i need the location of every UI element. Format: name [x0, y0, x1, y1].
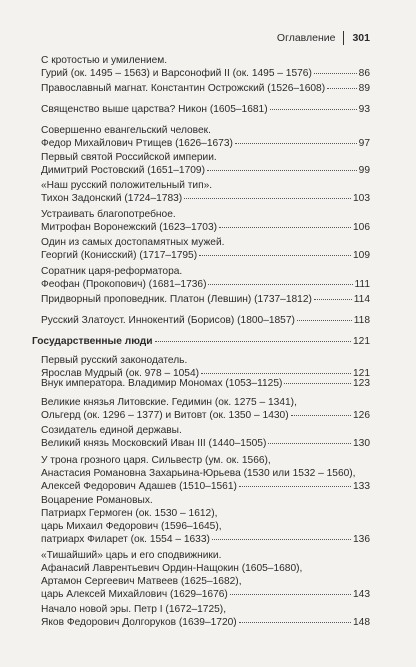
dot-leader [268, 442, 351, 444]
toc-entry-lastline [32, 409, 370, 422]
toc-entry [32, 265, 370, 291]
toc-page-number: 109 [353, 250, 370, 261]
dot-leader [208, 283, 352, 285]
toc-page-number: 121 [353, 368, 370, 379]
toc-entry-text: Георгий (Конисский) (1717–1795) [41, 250, 198, 261]
header-title: Оглавление [276, 32, 336, 44]
header-separator [343, 31, 344, 45]
dot-leader [314, 72, 357, 74]
running-header [277, 31, 370, 45]
toc-entry-line: С кротостью и умилением. [41, 55, 168, 66]
toc-entry-text: царь Алексей Михайлович (1629–1676) [41, 589, 228, 600]
toc-page-number: 103 [353, 193, 370, 204]
dot-leader [184, 197, 351, 199]
toc-entry-line: Устраивать благопотребное. [41, 209, 176, 220]
toc-entry-line: Афанасий Лаврентьевич Ордин-Нащокин (1605–1680), [41, 563, 303, 574]
toc-page-number: 93 [358, 104, 370, 115]
toc-entry-lastline [32, 82, 370, 95]
toc-entry-line: Начало новой эры. Петр I (1672–1725), [41, 604, 227, 615]
toc-page-number: 97 [358, 138, 370, 149]
toc-entry [32, 494, 370, 546]
toc-entry-text: Гурий (ок. 1495 – 1563) и Варсонофий II (ок. 1495 – 1576) [41, 68, 312, 79]
toc-entry [32, 396, 370, 422]
dot-leader [314, 298, 352, 300]
toc-entry-text: Митрофан Воронежский (1623–1703) [41, 222, 218, 233]
toc-entry-text: Священство выше царства? Никон (1605–1681) [41, 104, 268, 115]
toc-entry-text: Православный магнат. Константин Острожский (1526–1608) [41, 83, 326, 94]
toc-entry-lastline [32, 249, 370, 262]
toc-entry-lastline [32, 293, 370, 306]
dot-leader [207, 169, 357, 171]
toc-entry [32, 424, 370, 450]
toc-entry-text: Ярослав Мудрый (ок. 978 – 1054) [41, 368, 200, 379]
toc-page-number: 111 [354, 279, 370, 290]
toc-entry-line: Созидатель единой державы. [41, 425, 182, 436]
toc-entry-line: Один из самых достопамятных мужей. [41, 237, 225, 248]
toc-entry [32, 549, 370, 601]
toc-entry-text: патриарх Филарет (ок. 1554 – 1633) [41, 534, 210, 545]
toc-page-number: 121 [353, 336, 370, 347]
toc-entry-lastline [32, 588, 370, 601]
toc-entry [32, 54, 370, 80]
toc-page-number: 114 [353, 294, 370, 305]
toc-entry-lastline [32, 103, 370, 116]
toc-entry-lastline [32, 480, 370, 493]
toc-page-number: 130 [353, 438, 370, 449]
toc-entry-lastline [32, 164, 370, 177]
toc-entry-text: Русский Златоуст. Иннокентий (Борисов) (1800–1857) [41, 315, 295, 326]
dot-leader [297, 319, 352, 321]
toc-entry-lastline [32, 616, 370, 629]
toc-entry-lastline [32, 192, 370, 205]
toc-entry-line: «Тишайший» царь и его сподвижники. [41, 550, 222, 561]
toc-section-heading [32, 335, 370, 348]
toc-entry-lastline [32, 533, 370, 546]
dot-leader [201, 372, 351, 374]
toc-entry-text: Государственные люди [32, 336, 153, 347]
toc-page-number: 136 [353, 534, 370, 545]
toc-entry-line: Великие князья Литовские. Гедимин (ок. 1275 – 1341), [41, 397, 297, 408]
toc-entry-line: Патриарх Гермоген (ок. 1530 – 1612), [41, 508, 218, 519]
toc-entry [32, 454, 370, 493]
dot-leader [199, 254, 351, 256]
toc-entry-line: Первый русский законодатель. [41, 355, 188, 366]
toc-page-number: 99 [358, 165, 370, 176]
toc-page-number: 86 [358, 68, 370, 79]
toc-page-number: 123 [353, 378, 370, 389]
toc-entry-lastline [32, 278, 370, 291]
toc-entry [32, 236, 370, 262]
dot-leader [239, 621, 351, 623]
toc-entry [32, 293, 370, 306]
toc-page-number: 126 [353, 410, 370, 421]
toc-entry-text: Яков Федорович Долгоруков (1639–1720) [41, 617, 237, 628]
dot-leader [327, 87, 357, 89]
toc-entry-line: Анастасия Романовна Захарьина-Юрьева (1530 или 1532 – 1560), [41, 468, 356, 479]
toc-entry [32, 151, 370, 177]
dot-leader [284, 382, 351, 384]
toc-entry-text: Алексей Федорович Адашев (1510–1561) [41, 481, 237, 492]
dot-leader [239, 485, 351, 487]
dot-leader [212, 538, 351, 540]
toc-entry-lastline [32, 437, 370, 450]
toc-entry-text: Федор Михайлович Ртищев (1626–1673) [41, 138, 233, 149]
toc-entry [32, 82, 370, 95]
toc-entry-text: Придворный проповедник. Платон (Левшин) (1737–1812) [41, 294, 312, 305]
toc-entry-line: «Наш русский положительный тип». [41, 180, 213, 191]
toc-entry-text: Феофан (Прокопович) (1681–1736) [41, 279, 207, 290]
toc-page-number: 143 [353, 589, 370, 600]
toc-entry-line: Артамон Сергеевич Матвеев (1625–1682), [41, 576, 242, 587]
toc-page-number: 106 [353, 222, 370, 233]
toc-entry [32, 314, 370, 327]
toc-entry [32, 124, 370, 150]
toc-entry-text: Великий князь Московский Иван III (1440–1505) [41, 438, 267, 449]
toc-entry-text: Димитрий Ростовский (1651–1709) [41, 165, 205, 176]
toc-entry-line: У трона грозного царя. Сильвестр (ум. ок. 1566), [41, 455, 271, 466]
toc-entry-lastline [32, 221, 370, 234]
dot-leader [230, 593, 351, 595]
toc-entry-line: Совершенно евангельский человек. [41, 125, 211, 136]
toc-entry-lastline [32, 314, 370, 327]
toc-entry-text: Внук императора. Владимир Мономах (1053–1125) [41, 378, 283, 389]
dot-leader [219, 226, 351, 228]
dot-leader [270, 108, 357, 110]
toc-entry [32, 208, 370, 234]
toc-entry-lastline [32, 67, 370, 80]
toc-entry-line: царь Михаил Федорович (1596–1645), [41, 521, 222, 532]
header-page-number: 301 [352, 32, 370, 44]
toc-page-number: 89 [358, 83, 370, 94]
dot-leader [155, 340, 351, 342]
toc-entry-line: Воцарение Романовых. [41, 495, 153, 506]
toc-entry-text: Тихон Задонский (1724–1783) [41, 193, 183, 204]
dot-leader [235, 142, 357, 144]
toc-page-number: 148 [353, 617, 370, 628]
toc-entry-text: Ольгерд (ок. 1296 – 1377) и Витовт (ок. 1350 – 1430) [41, 410, 289, 421]
toc-page-number: 133 [353, 481, 370, 492]
toc-entry-lastline [32, 335, 370, 348]
toc-page-number: 118 [353, 315, 370, 326]
toc-entry-line: Первый святой Российской империи. [41, 152, 217, 163]
toc-entry [32, 103, 370, 116]
toc-entry-lastline [32, 137, 370, 150]
toc-entry-line: Соратник царя-реформатора. [41, 266, 183, 277]
toc-entry [32, 603, 370, 629]
toc-entry-lastline [32, 377, 370, 390]
toc-entry [32, 179, 370, 205]
dot-leader [291, 414, 351, 416]
toc-entry [32, 377, 370, 390]
